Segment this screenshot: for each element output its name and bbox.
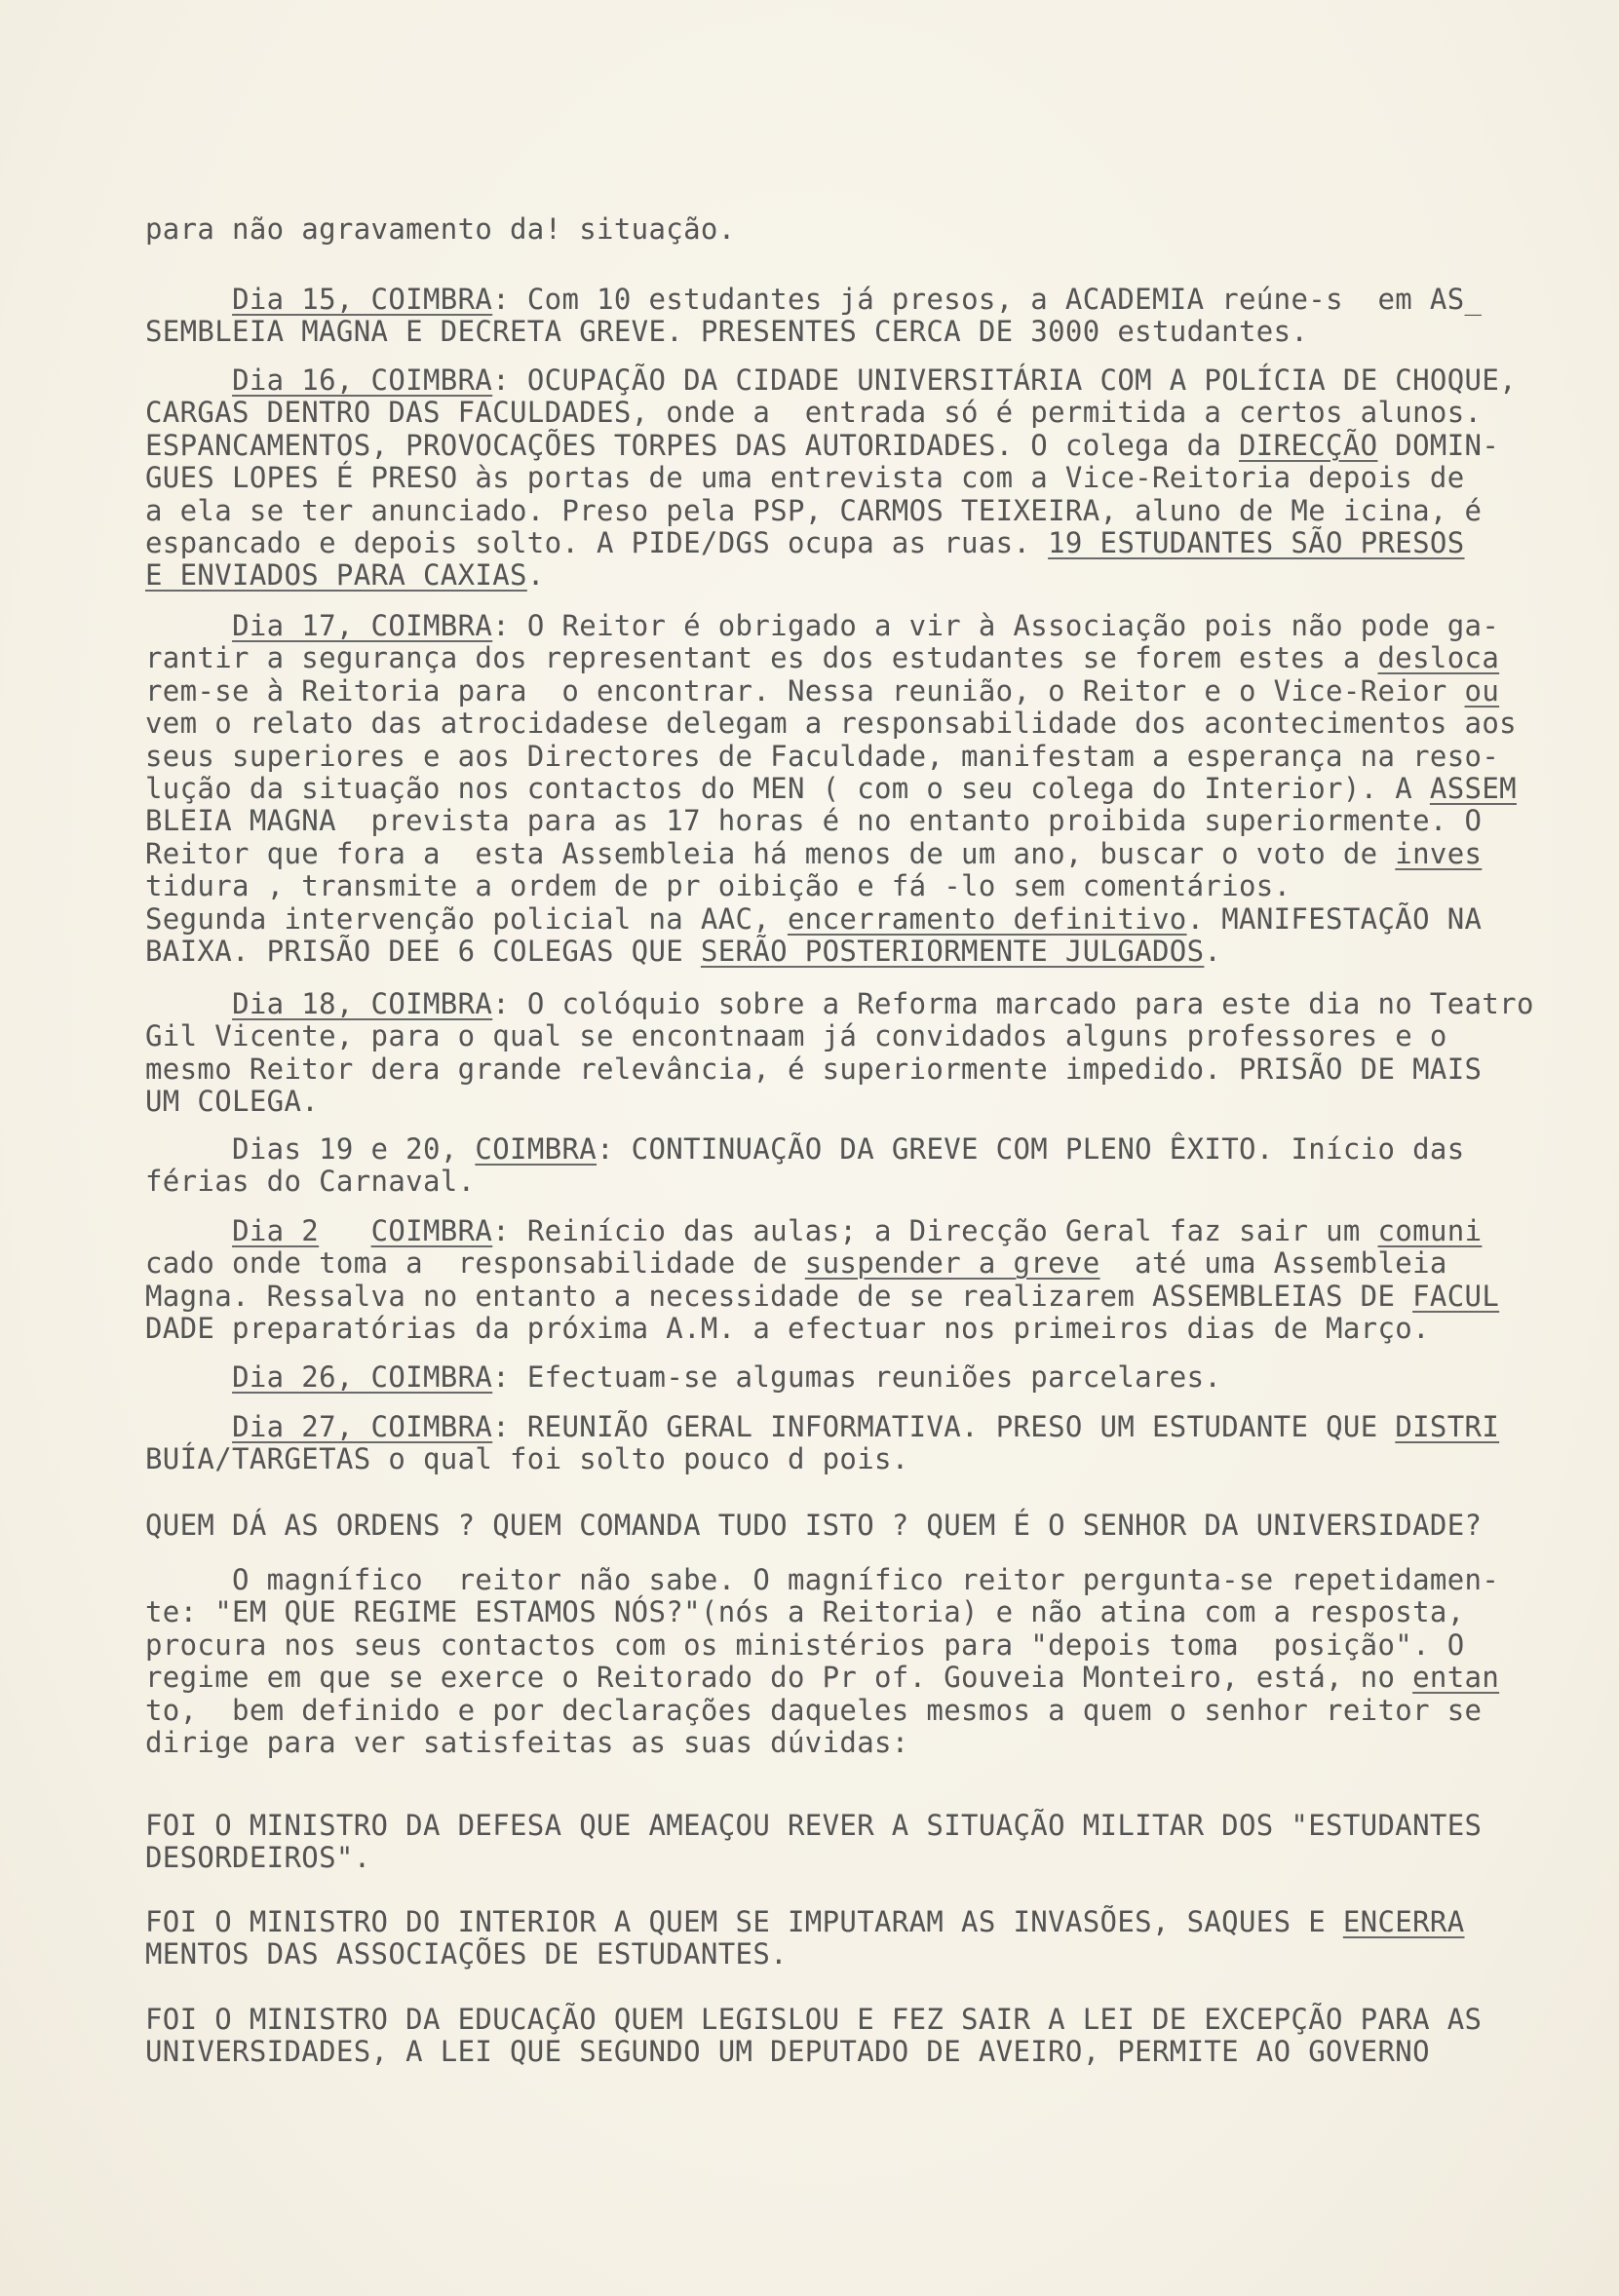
underlined-text: DISTRI xyxy=(1395,1410,1500,1443)
underlined-text: suspender a greve xyxy=(804,1246,1100,1281)
text-segment: . xyxy=(526,558,545,593)
text-segment: UM COLEGA. xyxy=(145,1085,320,1119)
text-segment: FOI O MINISTRO DA DEFESA QUE AMEAÇOU REVER A SITUAÇÃO MILITAR DOS "ESTUDANTES xyxy=(145,1809,1483,1842)
paragraph xyxy=(145,1510,1482,1542)
text-segment: SEMBLEIA MAGNA E DECRETA GREVE. PRESENTES CERCA DE 3000 estudantes. xyxy=(145,315,1309,349)
underlined-text: COIMBRA xyxy=(475,1132,597,1166)
underlined-text: entan xyxy=(1412,1661,1500,1695)
text-segment: : O Reitor é obrigado a vir à Associação pois não pode ga- xyxy=(492,609,1500,642)
underlined-text: Dia 16, COIMBRA xyxy=(232,364,493,397)
text-segment: regime em que se exerce o Reitorado do Pr of. Gouveia Monteiro, está, no xyxy=(145,1661,1413,1695)
text-line xyxy=(145,1313,1499,1345)
text-segment: to, bem definido e por declarações daqueles mesmos a quem o senhor reitor se xyxy=(145,1693,1483,1727)
text-line xyxy=(145,1215,1499,1247)
text-segment: para não agravamento da! situação. xyxy=(145,212,736,246)
text-line xyxy=(145,1596,1499,1628)
text-segment: espancado e depois solto. A PIDE/DGS ocupa as ruas. xyxy=(145,525,1049,559)
text-segment xyxy=(145,1360,232,1394)
text-segment: férias do Carnaval. xyxy=(145,1165,476,1199)
text-segment: UNIVERSIDADES, A LEI QUE SEGUNDO UM DEPUTADO DE AVEIRO, PERMITE AO GOVERNO xyxy=(145,2035,1430,2069)
underlined-text: 19 ESTUDANTES SÃO PRESOS xyxy=(1048,525,1465,559)
text-segment: QUEM DÁ AS ORDENS ? QUEM COMANDA TUDO ISTO ? QUEM É O SENHOR DA UNIVERSIDADE? xyxy=(145,1509,1483,1542)
paragraph xyxy=(145,988,1534,1119)
text-segment xyxy=(145,609,232,642)
paragraph xyxy=(145,610,1517,968)
underlined-text: Dia 27, COIMBRA xyxy=(232,1410,493,1443)
text-segment: tidura , transmite a ordem de pr oibição e fá -lo sem comentários. xyxy=(145,869,1291,903)
text-line xyxy=(145,1629,1499,1662)
paragraph xyxy=(145,213,736,246)
text-line xyxy=(145,1938,1465,1971)
text-line xyxy=(145,1727,1499,1759)
underlined-text: SERÃO POSTERIORMENTE JULGADOS xyxy=(700,934,1205,968)
underlined-text: ASSEM xyxy=(1429,771,1517,805)
underlined-text: E ENVIADOS PARA CAXIAS xyxy=(145,558,527,593)
text-line xyxy=(145,1247,1499,1280)
text-line xyxy=(145,805,1517,837)
text-segment: : REUNIÃO GERAL INFORMATIVA. PRESO UM ESTUDANTE QUE xyxy=(492,1410,1396,1443)
paragraph xyxy=(145,1133,1465,1199)
text-line xyxy=(145,1166,1465,1198)
text-segment: te: "EM QUE REGIME ESTAMOS NÓS?"(nós a Reitoria) e não atina com a resposta, xyxy=(145,1595,1465,1629)
paragraph xyxy=(145,1411,1499,1476)
text-line xyxy=(145,1906,1465,1938)
text-segment: ESPANCAMENTOS, PROVOCAÇÕES TORPES DAS AUTORIDADES. O colega da xyxy=(145,428,1239,462)
text-line xyxy=(145,870,1517,902)
underlined-text: comuni xyxy=(1377,1214,1483,1247)
text-segment: rantir a segurança dos representant es dos estudantes se forem estes a xyxy=(145,641,1378,675)
text-segment xyxy=(145,1410,232,1443)
text-segment: rem-se à Reitoria para o encontrar. Nessa reunião, o Reitor e o Vice-Reior xyxy=(145,673,1465,708)
text-segment: . MANIFESTAÇÃO NA xyxy=(1186,901,1483,936)
text-line xyxy=(145,527,1517,559)
text-segment: Magna. Ressalva no entanto a necessidade de se realizarem ASSEMBLEIAS DE xyxy=(145,1279,1413,1313)
text-line xyxy=(145,903,1517,936)
text-line xyxy=(145,1810,1482,1842)
underlined-text: ou xyxy=(1464,673,1500,708)
text-line xyxy=(145,1133,1465,1166)
text-segment: : OCUPAÇÃO DA CIDADE UNIVERSITÁRIA COM A POLÍCIA DE CHOQUE, xyxy=(492,364,1517,397)
text-line xyxy=(145,1411,1499,1443)
text-segment xyxy=(145,283,232,316)
text-segment: DADE preparatórias da próxima A.M. a efectuar nos primeiros dias de Março. xyxy=(145,1312,1430,1346)
paragraph xyxy=(145,2004,1482,2069)
text-line xyxy=(145,708,1517,740)
text-segment: procura nos seus contactos com os ministérios para "depois toma posição". O xyxy=(145,1627,1465,1662)
text-segment: FOI O MINISTRO DO INTERIOR A QUEM SE IMPUTARAM AS INVASÕES, SAQUES E xyxy=(145,1905,1343,1938)
underlined-text: Dia 17, COIMBRA xyxy=(232,609,493,642)
text-segment: : Efectuam-se algumas reuniões parcelares. xyxy=(492,1360,1222,1394)
text-line xyxy=(145,1020,1534,1052)
paragraph xyxy=(145,1564,1499,1759)
text-line xyxy=(145,2036,1482,2068)
underlined-text: FACUL xyxy=(1412,1279,1500,1313)
text-segment: Dias 19 e 20, xyxy=(145,1132,476,1166)
text-segment: seus superiores e aos Directores de Faculdade, manifestam a esperança na reso- xyxy=(145,739,1500,773)
paragraph xyxy=(145,364,1517,593)
text-segment: até uma Assembleia xyxy=(1099,1246,1447,1281)
text-segment: Segunda intervenção policial na AAC, xyxy=(145,901,788,936)
text-line xyxy=(145,559,1517,592)
text-line xyxy=(145,2004,1482,2036)
text-segment: : CONTINUAÇÃO DA GREVE COM PLENO ÊXITO. Início das xyxy=(597,1132,1465,1166)
underlined-text: Dia 15, COIMBRA xyxy=(232,283,493,316)
text-segment: lução da situação nos contactos do MEN ( com o seu colega do Interior). A xyxy=(145,771,1430,805)
text-segment: mesmo Reitor dera grande relevância, é superiormente impedido. PRISÃO DE MAIS xyxy=(145,1052,1483,1086)
text-segment: : Com 10 estudantes já presos, a ACADEMIA reúne-s em AS_ xyxy=(492,283,1483,316)
text-segment: : O colóquio sobre a Reforma marcado para este dia no Teatro xyxy=(492,987,1534,1020)
text-segment xyxy=(319,1214,370,1247)
underlined-text: desloca xyxy=(1377,641,1500,675)
text-line xyxy=(145,988,1534,1020)
underlined-text: ENCERRA xyxy=(1342,1905,1465,1938)
text-segment: a ela se ter anunciado. Preso pela PSP, CARMOS TEIXEIRA, aluno de Me icina, é xyxy=(145,493,1483,527)
text-segment: BLEIA MAGNA prevista para as 17 horas é no entanto proibida superiormente. O xyxy=(145,804,1483,838)
text-line xyxy=(145,1510,1482,1542)
text-line xyxy=(145,316,1482,348)
text-line xyxy=(145,1662,1499,1694)
text-line xyxy=(145,936,1517,968)
text-segment: GUES LOPES É PRESO às portas de uma entrevista com a Vice-Reitoria depois de xyxy=(145,461,1465,495)
text-segment: cado onde toma a responsabilidade de xyxy=(145,1246,805,1281)
text-line xyxy=(145,741,1517,773)
text-line xyxy=(145,838,1517,870)
text-segment: BUÍA/TARGETAS o qual foi solto pouco d pois. xyxy=(145,1442,909,1476)
text-line xyxy=(145,430,1517,462)
underlined-text: Dia 2 xyxy=(232,1214,320,1247)
text-line xyxy=(145,1361,1221,1394)
text-segment: . xyxy=(1204,934,1222,968)
text-segment: CARGAS DENTRO DAS FACULDADES, onde a entrada só é permitida a certos alunos. xyxy=(145,396,1483,430)
text-segment: Gil Vicente, para o qual se encontnaam já convidados alguns professores e o xyxy=(145,1019,1447,1053)
text-line xyxy=(145,284,1482,316)
text-line xyxy=(145,462,1517,494)
underlined-text: Dia 18, COIMBRA xyxy=(232,987,493,1020)
text-segment: O magnífico reitor não sabe. O magnífico reitor pergunta-se repetidamen- xyxy=(145,1563,1500,1596)
text-line xyxy=(145,1443,1499,1475)
text-line xyxy=(145,1695,1499,1727)
text-segment: DESORDEIROS". xyxy=(145,1841,371,1875)
underlined-text: inves xyxy=(1395,836,1483,870)
paragraph xyxy=(145,1361,1221,1394)
underlined-text: encerramento definitivo xyxy=(787,901,1187,936)
text-segment: BAIXA. PRISÃO DEE 6 COLEGAS QUE xyxy=(145,934,701,968)
text-line xyxy=(145,1281,1499,1313)
text-line xyxy=(145,773,1517,805)
text-line xyxy=(145,1842,1482,1874)
text-segment xyxy=(145,1214,232,1247)
paragraph xyxy=(145,284,1482,349)
text-segment: DOMIN- xyxy=(1377,428,1500,462)
text-segment: Reitor que fora a esta Assembleia há menos de um ano, buscar o voto de xyxy=(145,836,1396,870)
text-line xyxy=(145,397,1517,429)
text-line xyxy=(145,675,1517,708)
text-line xyxy=(145,1564,1499,1596)
text-line xyxy=(145,495,1517,527)
paragraph xyxy=(145,1215,1499,1346)
text-line xyxy=(145,1086,1534,1118)
underlined-text: Dia 26, COIMBRA xyxy=(232,1360,493,1394)
text-segment xyxy=(145,987,232,1020)
text-segment: dirige para ver satisfeitas as suas dúvidas: xyxy=(145,1725,909,1759)
text-segment: : Reinício das aulas; a Direcção Geral faz sair um xyxy=(492,1214,1378,1247)
text-segment: vem o relato das atrocidadese delegam a responsabilidade dos acontecimentos aos xyxy=(145,707,1517,741)
paragraph xyxy=(145,1810,1482,1875)
paragraph xyxy=(145,1906,1465,1971)
text-line xyxy=(145,364,1517,397)
text-segment: FOI O MINISTRO DA EDUCAÇÃO QUEM LEGISLOU E FEZ SAIR A LEI DE EXCEPÇÃO PARA AS xyxy=(145,2003,1483,2036)
text-line xyxy=(145,213,736,246)
text-line xyxy=(145,1053,1534,1086)
underlined-text: DIRECÇÃO xyxy=(1239,428,1378,462)
text-segment: MENTOS DAS ASSOCIAÇÕES DE ESTUDANTES. xyxy=(145,1937,788,1971)
underlined-text: COIMBRA xyxy=(370,1214,493,1247)
text-line xyxy=(145,642,1517,674)
text-segment xyxy=(145,364,232,397)
text-line xyxy=(145,610,1517,642)
